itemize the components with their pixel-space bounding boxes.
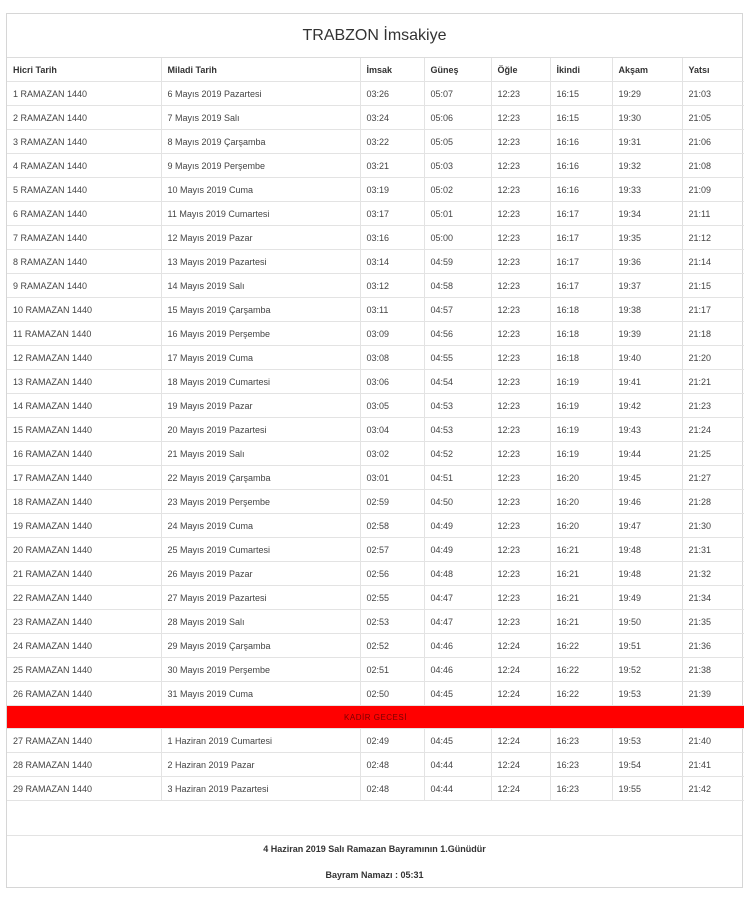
- aksam-cell: 19:40: [612, 346, 682, 370]
- yatsi-cell: 21:27: [682, 466, 744, 490]
- yatsi-cell: 21:03: [682, 82, 744, 106]
- ikindi-cell: 16:17: [550, 274, 612, 298]
- column-header-aksam: Akşam: [612, 58, 682, 82]
- gunes-cell: 04:55: [424, 346, 491, 370]
- hicri-date-cell: 14 RAMAZAN 1440: [7, 394, 161, 418]
- hicri-date-cell: 12 RAMAZAN 1440: [7, 346, 161, 370]
- ikindi-cell: 16:22: [550, 658, 612, 682]
- table-row: [7, 178, 744, 202]
- imsak-cell: 02:48: [360, 777, 424, 801]
- gunes-cell: 04:48: [424, 562, 491, 586]
- gunes-cell: 04:56: [424, 322, 491, 346]
- table-row: [7, 753, 744, 777]
- aksam-cell: 19:42: [612, 394, 682, 418]
- aksam-cell: 19:38: [612, 298, 682, 322]
- ikindi-cell: 16:23: [550, 729, 612, 753]
- ogle-cell: 12:23: [491, 154, 550, 178]
- imsak-cell: 03:09: [360, 322, 424, 346]
- miladi-date-cell: 13 Mayıs 2019 Pazartesi: [161, 250, 360, 274]
- ikindi-cell: 16:20: [550, 514, 612, 538]
- ikindi-cell: 16:21: [550, 610, 612, 634]
- ikindi-cell: 16:21: [550, 538, 612, 562]
- gunes-cell: 04:44: [424, 753, 491, 777]
- gunes-cell: 05:02: [424, 178, 491, 202]
- miladi-date-cell: 15 Mayıs 2019 Çarşamba: [161, 298, 360, 322]
- hicri-date-cell: 22 RAMAZAN 1440: [7, 586, 161, 610]
- miladi-date-cell: 28 Mayıs 2019 Salı: [161, 610, 360, 634]
- ogle-cell: 12:23: [491, 250, 550, 274]
- hicri-date-cell: 3 RAMAZAN 1440: [7, 130, 161, 154]
- table-row: [7, 202, 744, 226]
- yatsi-cell: 21:31: [682, 538, 744, 562]
- column-header-imsak: İmsak: [360, 58, 424, 82]
- aksam-cell: 19:33: [612, 178, 682, 202]
- imsak-cell: 02:50: [360, 682, 424, 706]
- aksam-cell: 19:37: [612, 274, 682, 298]
- gunes-cell: 04:58: [424, 274, 491, 298]
- aksam-cell: 19:51: [612, 634, 682, 658]
- ikindi-cell: 16:16: [550, 130, 612, 154]
- miladi-date-cell: 29 Mayıs 2019 Çarşamba: [161, 634, 360, 658]
- table-row: [7, 442, 744, 466]
- miladi-date-cell: 12 Mayıs 2019 Pazar: [161, 226, 360, 250]
- aksam-cell: 19:34: [612, 202, 682, 226]
- table-row: [7, 106, 744, 130]
- imsak-cell: 03:12: [360, 274, 424, 298]
- imsakiye-panel: [6, 13, 743, 888]
- imsak-cell: 03:14: [360, 250, 424, 274]
- yatsi-cell: 21:05: [682, 106, 744, 130]
- kadir-gecesi-label: KADİR GECESİ: [7, 706, 744, 729]
- imsak-cell: 03:06: [360, 370, 424, 394]
- ikindi-cell: 16:18: [550, 322, 612, 346]
- miladi-date-cell: 20 Mayıs 2019 Pazartesi: [161, 418, 360, 442]
- hicri-date-cell: 29 RAMAZAN 1440: [7, 777, 161, 801]
- hicri-date-cell: 18 RAMAZAN 1440: [7, 490, 161, 514]
- table-row: [7, 370, 744, 394]
- gunes-cell: 04:52: [424, 442, 491, 466]
- aksam-cell: 19:36: [612, 250, 682, 274]
- footer: [7, 842, 742, 882]
- hicri-date-cell: 26 RAMAZAN 1440: [7, 682, 161, 706]
- hicri-date-cell: 25 RAMAZAN 1440: [7, 658, 161, 682]
- imsak-cell: 03:11: [360, 298, 424, 322]
- ogle-cell: 12:23: [491, 346, 550, 370]
- aksam-cell: 19:43: [612, 418, 682, 442]
- table-body: [7, 82, 744, 801]
- table-row: [7, 514, 744, 538]
- aksam-cell: 19:44: [612, 442, 682, 466]
- column-header-ikindi: İkindi: [550, 58, 612, 82]
- table-row: [7, 346, 744, 370]
- gunes-cell: 04:44: [424, 777, 491, 801]
- column-header-hicri: Hicri Tarih: [7, 58, 161, 82]
- ogle-cell: 12:23: [491, 106, 550, 130]
- miladi-date-cell: 24 Mayıs 2019 Cuma: [161, 514, 360, 538]
- imsak-cell: 02:51: [360, 658, 424, 682]
- ikindi-cell: 16:15: [550, 106, 612, 130]
- ikindi-cell: 16:21: [550, 586, 612, 610]
- aksam-cell: 19:46: [612, 490, 682, 514]
- miladi-date-cell: 8 Mayıs 2019 Çarşamba: [161, 130, 360, 154]
- gunes-cell: 05:07: [424, 82, 491, 106]
- table-row: [7, 682, 744, 706]
- hicri-date-cell: 21 RAMAZAN 1440: [7, 562, 161, 586]
- table-row: [7, 418, 744, 442]
- yatsi-cell: 21:12: [682, 226, 744, 250]
- aksam-cell: 19:48: [612, 562, 682, 586]
- table-row: [7, 298, 744, 322]
- aksam-cell: 19:32: [612, 154, 682, 178]
- yatsi-cell: 21:09: [682, 178, 744, 202]
- yatsi-cell: 21:17: [682, 298, 744, 322]
- yatsi-cell: 21:20: [682, 346, 744, 370]
- imsak-cell: 03:22: [360, 130, 424, 154]
- aksam-cell: 19:47: [612, 514, 682, 538]
- ikindi-cell: 16:18: [550, 298, 612, 322]
- aksam-cell: 19:30: [612, 106, 682, 130]
- imsak-cell: 03:08: [360, 346, 424, 370]
- yatsi-cell: 21:24: [682, 418, 744, 442]
- gunes-cell: 05:05: [424, 130, 491, 154]
- gunes-cell: 04:59: [424, 250, 491, 274]
- ikindi-cell: 16:22: [550, 682, 612, 706]
- gunes-cell: 05:03: [424, 154, 491, 178]
- ogle-cell: 12:23: [491, 610, 550, 634]
- yatsi-cell: 21:25: [682, 442, 744, 466]
- ogle-cell: 12:23: [491, 394, 550, 418]
- aksam-cell: 19:53: [612, 729, 682, 753]
- table-row: [7, 154, 744, 178]
- hicri-date-cell: 24 RAMAZAN 1440: [7, 634, 161, 658]
- table-row: [7, 82, 744, 106]
- ogle-cell: 12:24: [491, 682, 550, 706]
- hicri-date-cell: 6 RAMAZAN 1440: [7, 202, 161, 226]
- aksam-cell: 19:52: [612, 658, 682, 682]
- imsak-cell: 02:52: [360, 634, 424, 658]
- ogle-cell: 12:23: [491, 370, 550, 394]
- aksam-cell: 19:41: [612, 370, 682, 394]
- gunes-cell: 04:45: [424, 729, 491, 753]
- hicri-date-cell: 17 RAMAZAN 1440: [7, 466, 161, 490]
- imsak-cell: 02:48: [360, 753, 424, 777]
- ikindi-cell: 16:16: [550, 178, 612, 202]
- yatsi-cell: 21:18: [682, 322, 744, 346]
- ogle-cell: 12:23: [491, 202, 550, 226]
- ogle-cell: 12:23: [491, 298, 550, 322]
- ogle-cell: 12:24: [491, 634, 550, 658]
- aksam-cell: 19:35: [612, 226, 682, 250]
- imsak-cell: 02:57: [360, 538, 424, 562]
- column-header-ogle: Öğle: [491, 58, 550, 82]
- hicri-date-cell: 7 RAMAZAN 1440: [7, 226, 161, 250]
- yatsi-cell: 21:39: [682, 682, 744, 706]
- gunes-cell: 04:53: [424, 394, 491, 418]
- miladi-date-cell: 16 Mayıs 2019 Perşembe: [161, 322, 360, 346]
- ogle-cell: 12:24: [491, 777, 550, 801]
- ikindi-cell: 16:21: [550, 562, 612, 586]
- imsak-cell: 03:26: [360, 82, 424, 106]
- table-row: [7, 658, 744, 682]
- gunes-cell: 04:50: [424, 490, 491, 514]
- ogle-cell: 12:24: [491, 658, 550, 682]
- ikindi-cell: 16:19: [550, 394, 612, 418]
- hicri-date-cell: 1 RAMAZAN 1440: [7, 82, 161, 106]
- table-row: [7, 322, 744, 346]
- imsak-cell: 03:21: [360, 154, 424, 178]
- hicri-date-cell: 13 RAMAZAN 1440: [7, 370, 161, 394]
- ogle-cell: 12:23: [491, 82, 550, 106]
- table-row: [7, 777, 744, 801]
- table-row: [7, 586, 744, 610]
- yatsi-cell: 21:40: [682, 729, 744, 753]
- ogle-cell: 12:23: [491, 418, 550, 442]
- ogle-cell: 12:23: [491, 274, 550, 298]
- kadir-gecesi-row: [7, 706, 744, 729]
- table-spacer: [7, 801, 742, 836]
- bayram-namazi: Bayram Namazı : 05:31: [325, 870, 424, 880]
- imsak-cell: 02:56: [360, 562, 424, 586]
- gunes-cell: 04:45: [424, 682, 491, 706]
- yatsi-cell: 21:23: [682, 394, 744, 418]
- miladi-date-cell: 21 Mayıs 2019 Salı: [161, 442, 360, 466]
- imsak-cell: 03:04: [360, 418, 424, 442]
- ogle-cell: 12:23: [491, 514, 550, 538]
- yatsi-cell: 21:41: [682, 753, 744, 777]
- aksam-cell: 19:49: [612, 586, 682, 610]
- miladi-date-cell: 25 Mayıs 2019 Cumartesi: [161, 538, 360, 562]
- aksam-cell: 19:48: [612, 538, 682, 562]
- ogle-cell: 12:24: [491, 753, 550, 777]
- imsak-cell: 03:17: [360, 202, 424, 226]
- imsak-cell: 03:24: [360, 106, 424, 130]
- hicri-date-cell: 23 RAMAZAN 1440: [7, 610, 161, 634]
- gunes-cell: 05:01: [424, 202, 491, 226]
- imsak-cell: 03:02: [360, 442, 424, 466]
- miladi-date-cell: 23 Mayıs 2019 Perşembe: [161, 490, 360, 514]
- aksam-cell: 19:45: [612, 466, 682, 490]
- yatsi-cell: 21:28: [682, 490, 744, 514]
- miladi-date-cell: 10 Mayıs 2019 Cuma: [161, 178, 360, 202]
- ikindi-cell: 16:19: [550, 442, 612, 466]
- imsakiye-table: [7, 58, 744, 801]
- ikindi-cell: 16:20: [550, 466, 612, 490]
- ogle-cell: 12:23: [491, 130, 550, 154]
- imsak-cell: 02:55: [360, 586, 424, 610]
- table-row: [7, 274, 744, 298]
- miladi-date-cell: 2 Haziran 2019 Pazar: [161, 753, 360, 777]
- ogle-cell: 12:23: [491, 178, 550, 202]
- imsak-cell: 02:49: [360, 729, 424, 753]
- aksam-cell: 19:31: [612, 130, 682, 154]
- gunes-cell: 05:06: [424, 106, 491, 130]
- yatsi-cell: 21:15: [682, 274, 744, 298]
- ikindi-cell: 16:23: [550, 753, 612, 777]
- ogle-cell: 12:23: [491, 538, 550, 562]
- miladi-date-cell: 17 Mayıs 2019 Cuma: [161, 346, 360, 370]
- ikindi-cell: 16:19: [550, 370, 612, 394]
- aksam-cell: 19:53: [612, 682, 682, 706]
- table-header-row: [7, 58, 744, 82]
- hicri-date-cell: 2 RAMAZAN 1440: [7, 106, 161, 130]
- imsak-cell: 03:19: [360, 178, 424, 202]
- table-row: [7, 634, 744, 658]
- gunes-cell: 04:46: [424, 634, 491, 658]
- hicri-date-cell: 15 RAMAZAN 1440: [7, 418, 161, 442]
- yatsi-cell: 21:11: [682, 202, 744, 226]
- miladi-date-cell: 22 Mayıs 2019 Çarşamba: [161, 466, 360, 490]
- ogle-cell: 12:23: [491, 322, 550, 346]
- gunes-cell: 04:57: [424, 298, 491, 322]
- yatsi-cell: 21:32: [682, 562, 744, 586]
- gunes-cell: 04:47: [424, 586, 491, 610]
- yatsi-cell: 21:35: [682, 610, 744, 634]
- ikindi-cell: 16:19: [550, 418, 612, 442]
- ikindi-cell: 16:23: [550, 777, 612, 801]
- table-row: [7, 729, 744, 753]
- yatsi-cell: 21:38: [682, 658, 744, 682]
- gunes-cell: 04:51: [424, 466, 491, 490]
- miladi-date-cell: 3 Haziran 2019 Pazartesi: [161, 777, 360, 801]
- imsak-cell: 02:59: [360, 490, 424, 514]
- table-row: [7, 226, 744, 250]
- ikindi-cell: 16:17: [550, 202, 612, 226]
- yatsi-cell: 21:08: [682, 154, 744, 178]
- miladi-date-cell: 1 Haziran 2019 Cumartesi: [161, 729, 360, 753]
- ogle-cell: 12:23: [491, 562, 550, 586]
- ogle-cell: 12:24: [491, 729, 550, 753]
- imsak-cell: 02:58: [360, 514, 424, 538]
- table-row: [7, 562, 744, 586]
- miladi-date-cell: 9 Mayıs 2019 Perşembe: [161, 154, 360, 178]
- imsak-cell: 03:01: [360, 466, 424, 490]
- ogle-cell: 12:23: [491, 490, 550, 514]
- gunes-cell: 05:00: [424, 226, 491, 250]
- hicri-date-cell: 5 RAMAZAN 1440: [7, 178, 161, 202]
- ogle-cell: 12:23: [491, 466, 550, 490]
- gunes-cell: 04:46: [424, 658, 491, 682]
- miladi-date-cell: 30 Mayıs 2019 Perşembe: [161, 658, 360, 682]
- aksam-cell: 19:50: [612, 610, 682, 634]
- ikindi-cell: 16:18: [550, 346, 612, 370]
- ikindi-cell: 16:17: [550, 250, 612, 274]
- gunes-cell: 04:47: [424, 610, 491, 634]
- imsak-cell: 03:05: [360, 394, 424, 418]
- aksam-cell: 19:39: [612, 322, 682, 346]
- yatsi-cell: 21:14: [682, 250, 744, 274]
- miladi-date-cell: 6 Mayıs 2019 Pazartesi: [161, 82, 360, 106]
- ikindi-cell: 16:15: [550, 82, 612, 106]
- column-header-yatsi: Yatsı: [682, 58, 744, 82]
- yatsi-cell: 21:34: [682, 586, 744, 610]
- hicri-date-cell: 16 RAMAZAN 1440: [7, 442, 161, 466]
- ikindi-cell: 16:22: [550, 634, 612, 658]
- table-row: [7, 466, 744, 490]
- aksam-cell: 19:29: [612, 82, 682, 106]
- imsak-cell: 03:16: [360, 226, 424, 250]
- gunes-cell: 04:49: [424, 538, 491, 562]
- miladi-date-cell: 11 Mayıs 2019 Cumartesi: [161, 202, 360, 226]
- yatsi-cell: 21:42: [682, 777, 744, 801]
- gunes-cell: 04:54: [424, 370, 491, 394]
- table-row: [7, 250, 744, 274]
- gunes-cell: 04:53: [424, 418, 491, 442]
- hicri-date-cell: 19 RAMAZAN 1440: [7, 514, 161, 538]
- miladi-date-cell: 19 Mayıs 2019 Pazar: [161, 394, 360, 418]
- column-header-gunes: Güneş: [424, 58, 491, 82]
- aksam-cell: 19:54: [612, 753, 682, 777]
- hicri-date-cell: 8 RAMAZAN 1440: [7, 250, 161, 274]
- yatsi-cell: 21:06: [682, 130, 744, 154]
- ikindi-cell: 16:17: [550, 226, 612, 250]
- hicri-date-cell: 20 RAMAZAN 1440: [7, 538, 161, 562]
- miladi-date-cell: 26 Mayıs 2019 Pazar: [161, 562, 360, 586]
- ikindi-cell: 16:16: [550, 154, 612, 178]
- page-title: TRABZON İmsakiye: [7, 14, 742, 58]
- hicri-date-cell: 10 RAMAZAN 1440: [7, 298, 161, 322]
- ogle-cell: 12:23: [491, 586, 550, 610]
- ogle-cell: 12:23: [491, 442, 550, 466]
- hicri-date-cell: 4 RAMAZAN 1440: [7, 154, 161, 178]
- miladi-date-cell: 14 Mayıs 2019 Salı: [161, 274, 360, 298]
- hicri-date-cell: 11 RAMAZAN 1440: [7, 322, 161, 346]
- gunes-cell: 04:49: [424, 514, 491, 538]
- miladi-date-cell: 18 Mayıs 2019 Cumartesi: [161, 370, 360, 394]
- yatsi-cell: 21:21: [682, 370, 744, 394]
- hicri-date-cell: 9 RAMAZAN 1440: [7, 274, 161, 298]
- bayram-note: 4 Haziran 2019 Salı Ramazan Bayramının 1.Günüdür: [263, 844, 486, 854]
- column-header-miladi: Miladi Tarih: [161, 58, 360, 82]
- hicri-date-cell: 28 RAMAZAN 1440: [7, 753, 161, 777]
- table-row: [7, 394, 744, 418]
- hicri-date-cell: 27 RAMAZAN 1440: [7, 729, 161, 753]
- table-row: [7, 490, 744, 514]
- table-row: [7, 610, 744, 634]
- table-row: [7, 130, 744, 154]
- yatsi-cell: 21:36: [682, 634, 744, 658]
- imsak-cell: 02:53: [360, 610, 424, 634]
- table-row: [7, 538, 744, 562]
- miladi-date-cell: 7 Mayıs 2019 Salı: [161, 106, 360, 130]
- ikindi-cell: 16:20: [550, 490, 612, 514]
- aksam-cell: 19:55: [612, 777, 682, 801]
- ogle-cell: 12:23: [491, 226, 550, 250]
- yatsi-cell: 21:30: [682, 514, 744, 538]
- miladi-date-cell: 31 Mayıs 2019 Cuma: [161, 682, 360, 706]
- miladi-date-cell: 27 Mayıs 2019 Pazartesi: [161, 586, 360, 610]
